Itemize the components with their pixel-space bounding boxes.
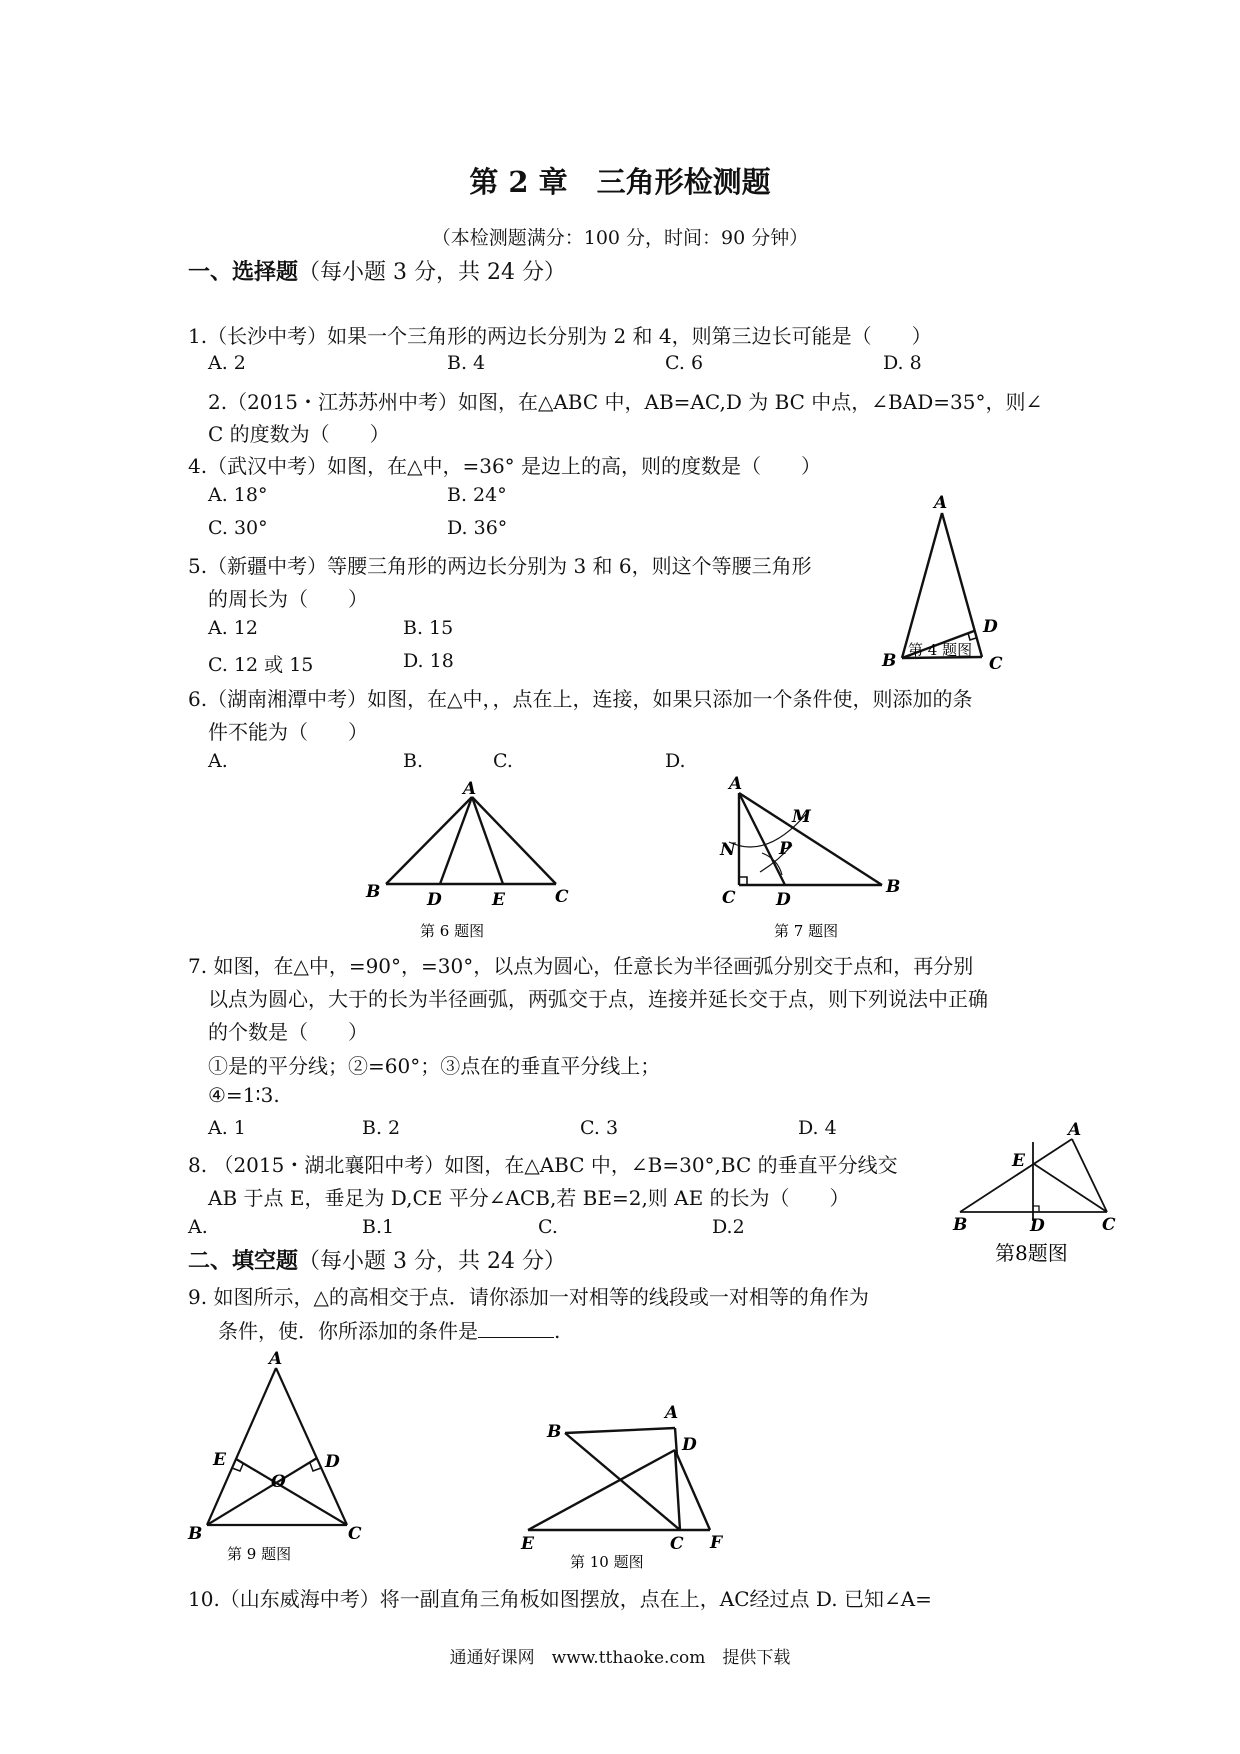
q8-option-c: C.	[538, 1216, 558, 1238]
fig8-label-e: E	[1012, 1151, 1025, 1171]
question-7-line-2: 以点为圆心，大于的长为半径画弧，两弧交于点，连接并延长交于点，则下列说法中正确	[208, 987, 988, 1011]
q4-option-c: C. 30°	[208, 517, 268, 539]
fig8-label-b: B	[953, 1215, 968, 1235]
fig8-side-ba	[960, 1139, 1072, 1212]
q4-option-a: A. 18°	[208, 484, 268, 506]
fig4-label-c: C	[989, 654, 1003, 674]
fig9-label-a: A	[269, 1349, 283, 1369]
fig9-label-d: D	[325, 1452, 340, 1472]
fig9-label-e: E	[213, 1450, 226, 1470]
fig7-label-a: A	[729, 774, 743, 794]
page-subtitle: （本检测题满分：100 分，时间：90 分钟）	[431, 227, 809, 249]
fig9-side-ac	[276, 1368, 347, 1525]
question-9-line-2-end: .	[554, 1319, 561, 1343]
q7-option-c: C. 3	[580, 1117, 619, 1139]
fig10-label-f: F	[710, 1533, 723, 1553]
q6-option-b: B.	[403, 750, 424, 772]
question-7-line-1: 7. 如图，在△中，=90°，=30°，以点为圆心，任意长为半径画弧分别交于点和，再分别	[188, 954, 974, 978]
q1-option-c: C. 6	[665, 352, 704, 374]
question-2-line-2: C 的度数为（ ）	[208, 422, 390, 446]
q7-option-a: A. 1	[208, 1117, 246, 1139]
fig10-label-b: B	[547, 1422, 562, 1442]
fig6-segment-ad	[440, 797, 472, 884]
fig6-side-ac	[472, 797, 556, 884]
q8-option-d: D.2	[712, 1216, 745, 1238]
q1-option-a: A. 2	[208, 352, 246, 374]
q6-option-d: D.	[665, 750, 686, 772]
fig7-label-p: P	[779, 839, 792, 859]
fig9-caption: 第 9 题图	[227, 1545, 292, 1563]
fig10-side-bc	[565, 1433, 680, 1530]
q5-option-d: D. 18	[403, 650, 454, 672]
fig4-label-d: D	[983, 617, 998, 637]
question-6-line-1: 6.（湖南湘潭中考）如图，在△中，，点在上，连接，如果只添加一个条件使，则添加的条	[188, 687, 973, 711]
fig4-label-b: B	[882, 651, 897, 671]
q8-option-a: A.	[188, 1216, 208, 1238]
q8-option-b: B.1	[362, 1216, 395, 1238]
question-10: 10.（山东威海中考）将一副直角三角板如图摆放，点在上，AC经过点 D. 已知∠A=	[188, 1587, 932, 1611]
q4-option-d: D. 36°	[447, 517, 508, 539]
section-1-title: 一、选择题	[188, 259, 299, 285]
fig7-label-c: C	[722, 888, 736, 908]
q5-option-c: C. 12 或 15	[208, 654, 314, 676]
q6-option-a: A.	[208, 750, 228, 772]
question-2-line-1: 2.（2015・江苏苏州中考）如图，在△ABC 中，AB=AC,D 为 BC 中点，∠BAD=35°，则∠	[208, 390, 1043, 414]
question-6-line-2: 件不能为（ ）	[208, 720, 368, 744]
fig10-label-c: C	[670, 1534, 684, 1554]
figure-10	[520, 1395, 750, 1575]
question-8-line-2: AB 于点 E，垂足为 D,CE 平分∠ACB,若 BE=2,则 AE 的长为（ ）	[208, 1186, 850, 1210]
section-1-heading	[188, 255, 566, 286]
figure-4	[870, 493, 1020, 674]
section-2-title: 二、填空题	[188, 1248, 299, 1274]
q6-option-c: C.	[493, 750, 513, 772]
question-8-line-1: 8. （2015・湖北襄阳中考）如图，在△ABC 中，∠B=30°,BC 的垂直平分线交	[188, 1153, 898, 1177]
fig6-label-c: C	[555, 887, 569, 907]
fig10-label-e: E	[521, 1534, 534, 1554]
fig6-side-ab	[386, 797, 472, 884]
question-9-line-1: 9. 如图所示，△的高相交于点．请你添加一对相等的线段或一对相等的角作为	[188, 1285, 869, 1309]
question-4: 4.（武汉中考）如图，在△中，=36° 是边上的高，则的度数是（ ）	[188, 454, 822, 478]
figure-8	[950, 1120, 1130, 1265]
fig9-label-b: B	[188, 1524, 203, 1544]
fig6-label-a: A	[463, 779, 477, 799]
fig6-label-e: E	[492, 890, 505, 910]
q7-option-b: B. 2	[362, 1117, 401, 1139]
fig6-label-b: B	[366, 882, 381, 902]
q1-option-b: B. 4	[447, 352, 486, 374]
q7-option-d: D. 4	[798, 1117, 837, 1139]
figure-6	[360, 780, 590, 940]
q5-option-a: A. 12	[208, 617, 258, 639]
fig7-label-n: N	[720, 840, 736, 860]
fig7-label-m: M	[792, 807, 811, 827]
q4-option-b: B. 24°	[447, 484, 507, 506]
fig8-right-angle-mark	[1033, 1206, 1039, 1212]
fig6-caption: 第 6 题图	[420, 922, 485, 940]
fig9-label-o: O	[271, 1472, 286, 1492]
fig10-label-d: D	[682, 1435, 697, 1455]
question-9-line-2	[218, 1315, 560, 1344]
question-7-line-4: ①是的平分线；②=60°；③点在的垂直平分线上；	[208, 1054, 661, 1078]
question-5-line-2: 的周长为（ ）	[208, 587, 368, 611]
fig6-segment-ae	[472, 797, 503, 884]
question-7-line-5: ④=1∶3.	[208, 1083, 280, 1107]
q5-option-b: B. 15	[403, 617, 454, 639]
fig6-label-d: D	[427, 890, 442, 910]
figure-9	[185, 1350, 385, 1565]
fig10-side-ba	[565, 1428, 675, 1433]
fig9-side-ab	[207, 1368, 276, 1525]
fig8-label-a: A	[1068, 1120, 1082, 1140]
fig8-caption: 第8题图	[995, 1241, 1068, 1265]
fig4-label-a: A	[934, 493, 948, 513]
fig8-label-d: D	[1030, 1216, 1045, 1236]
fig8-label-c: C	[1102, 1215, 1116, 1235]
fig10-caption: 第 10 题图	[570, 1553, 644, 1571]
fig7-right-angle-mark	[739, 877, 747, 885]
page-title: 第 2 章 三角形检测题	[469, 165, 771, 199]
question-9-line-2-text: 条件，使．你所添加的条件是	[218, 1319, 478, 1343]
fig7-label-d: D	[776, 890, 791, 910]
fig7-label-b: B	[886, 877, 901, 897]
fig4-side-ab	[902, 513, 942, 658]
section-1-note: （每小题 3 分，共 24 分）	[298, 260, 566, 285]
page-footer: 通通好课网 www.tthaoke.com 提供下载	[449, 1648, 791, 1668]
fig7-caption: 第 7 题图	[774, 922, 839, 940]
fig10-label-a: A	[665, 1403, 679, 1423]
figure-7	[712, 775, 912, 940]
q9-answer-blank[interactable]	[478, 1319, 554, 1338]
question-5-line-1: 5.（新疆中考）等腰三角形的两边长分别为 3 和 6，则这个等腰三角形	[188, 554, 812, 578]
fig9-label-c: C	[348, 1524, 362, 1544]
q1-option-d: D. 8	[883, 352, 922, 374]
section-2-heading	[188, 1244, 566, 1275]
question-1: 1.（长沙中考）如果一个三角形的两边长分别为 2 和 4，则第三边长可能是（ ）	[188, 324, 932, 348]
question-7-line-3: 的个数是（ ）	[208, 1020, 368, 1044]
fig10-side-ed	[528, 1450, 675, 1530]
section-2-note: （每小题 3 分，共 24 分）	[298, 1249, 566, 1274]
fig4-caption: 第 4 题图	[908, 641, 973, 659]
